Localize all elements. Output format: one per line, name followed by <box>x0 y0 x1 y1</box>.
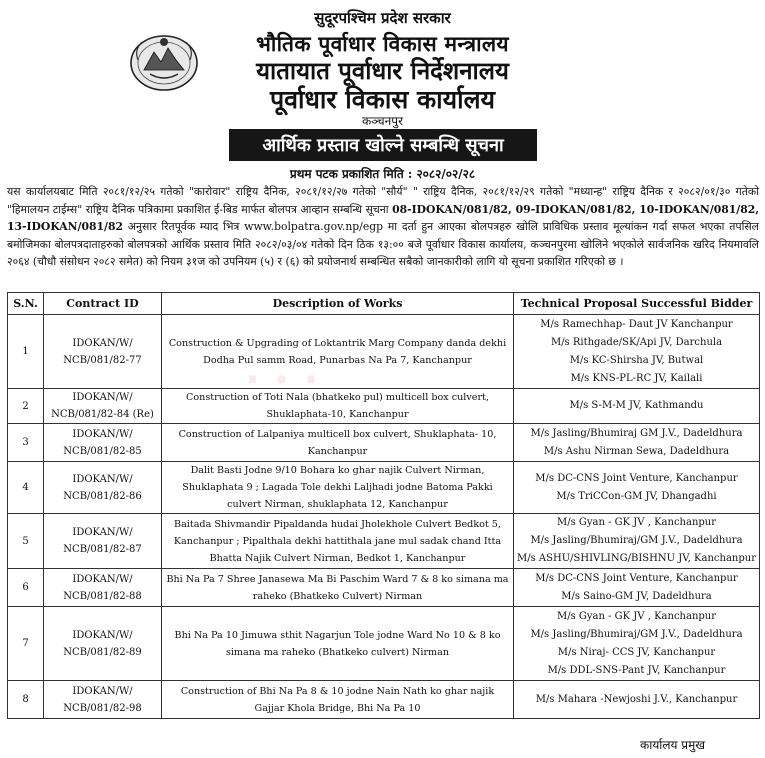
row-description: Construction of Lalpaniya multicell box culvert, Shuklaphata- 10, Kanchanpur <box>162 424 514 462</box>
bidder-name: M/s KC-Shirsha JV, Butwal <box>569 354 704 366</box>
bidder-name: M/s Gyan - GK JV , Kanchanpur <box>556 517 717 528</box>
row-contract-id: IDOKAN/W/ NCB/081/82-89 <box>44 607 162 681</box>
row-contract-id: IDOKAN/W/ NCB/081/82-84 (Re) <box>44 389 162 424</box>
row-bidders <box>514 514 760 569</box>
province-government: सुदूरपश्चिम प्रदेश सरकार <box>314 9 451 27</box>
table-row <box>8 462 760 514</box>
bidder-name: M/s Jasling/Bhumiraj/GM J.V., Dadeldhura <box>530 535 743 546</box>
row-bidders <box>514 681 760 719</box>
office-name: पूर्वाधार विकास कार्यालय <box>269 85 496 114</box>
row-description: Bhi Na Pa 7 Shree Janasewa Ma Bi Paschim Ward 7 & 8 ko simana ma raheko (Bhatkeko Culvert) Nirman <box>162 569 514 607</box>
office-location: कञ्चनपुर <box>361 114 404 128</box>
col-header-bidder: Technical Proposal Successful Bidder <box>514 293 760 315</box>
table-row <box>8 607 760 681</box>
table-header-row <box>8 293 760 315</box>
bidder-table <box>7 292 760 719</box>
bidder-name: M/s Jasling/Bhumiraj/GM J.V., Dadeldhura <box>530 628 743 640</box>
row-contract-id: IDOKAN/W/ NCB/081/82-77 <box>44 315 162 389</box>
table-row <box>8 424 760 462</box>
row-sn: 6 <box>8 569 44 607</box>
col-header-sn: S.N. <box>8 293 44 315</box>
row-bidders <box>514 389 760 424</box>
publish-date: प्रथम पटक प्रकाशित मिति : २०८२/०२/२८ <box>289 167 476 181</box>
bidder-name: M/s Jasling/Bhumiraj GM J.V., Dadeldhura <box>530 427 743 439</box>
col-header-contract-id: Contract ID <box>44 293 162 315</box>
table-row <box>8 569 760 607</box>
ministry-name: भौतिक पूर्वाधार विकास मन्त्रालय <box>256 31 509 56</box>
notice-title-banner: आर्थिक प्रस्ताव खोल्ने सम्बन्धि सूचना <box>229 129 537 161</box>
bidder-name: M/s Mahara -Newjoshi J.V., Kanchanpur <box>535 693 738 705</box>
row-bidders <box>514 315 760 389</box>
directorate-name: यातायात पूर्वाधार निर्देशनालय <box>256 56 509 85</box>
bidder-name: M/s Saino-GM JV, Dadeldhura <box>561 590 712 602</box>
bidder-name: M/s DC-CNS Joint Venture, Kanchanpur <box>535 472 738 484</box>
bidder-name: M/s DC-CNS Joint Venture, Kanchanpur <box>535 572 738 584</box>
row-bidders <box>514 424 760 462</box>
notice-body-part2: अनुसार रितपूर्वक म्याद भित्र www.bolpatra.gov.np/egp मा दर्ता हुन आएका बोलपत्रहरु खोलि प्राविधिक प्रस्ताव मूल्यांकन गर्दा सफल भएका तपसिल बमोजिमका बोलपत्रदाताहरुको बोलपत्रको आर्थिक प्रस्ताव मिति २०८२/०३/०४ गतेको दिन ठिक १३:०० बजे पूर्वाधार विकास कार्यालय, कञ्चनपुरमा खोलिने भएकोले सार्वजनिक खरिद नियमावलि २०६४ (चौधौ संसोधन २०८२ समेत) को नियम ३१ज को उपनियम (५) र (६) को प्रयोजनार्थ सम्बन्धित सबैको जानकारीको लागि यो सूचना प्रकाशित गरिएको छ । <box>7 220 759 269</box>
row-contract-id: IDOKAN/W/ NCB/081/82-87 <box>44 514 162 569</box>
watermark: · · · <box>245 357 319 403</box>
row-sn: 8 <box>8 681 44 719</box>
notice-header <box>0 0 765 128</box>
row-contract-id: IDOKAN/W/ NCB/081/82-98 <box>44 681 162 719</box>
row-sn: 5 <box>8 514 44 569</box>
row-description: Construction of Toti Nala (bhatkeko pul) multicell box culvert, Shuklaphata-10, Kanchanpur <box>162 389 514 424</box>
row-sn: 1 <box>8 315 44 389</box>
bidder-name: M/s Ramechhap- Daut JV Kanchanpur <box>540 318 733 330</box>
row-sn: 3 <box>8 424 44 462</box>
row-sn: 2 <box>8 389 44 424</box>
bidder-name: M/s Niraj- CCS JV, Kanchanpur <box>557 646 716 658</box>
row-description: Construction of Bhi Na Pa 8 & 10 jodne Nain Nath ko ghar najik Gajjar Khola Bridge, Bhi Na Pa 10 <box>162 681 514 719</box>
bidder-name: M/s KNS-PL-RC JV, Kailali <box>570 372 703 384</box>
table-row <box>8 681 760 719</box>
row-description: Dalit Basti Jodne 9/10 Bohara ko ghar najik Culvert Nirman, Shuklaphata 9 ; Lagada Tole dekhi Laljhadi jodne Batoma Pakki culvert Nirman, shuklaphata 12, Kanchanpur <box>162 462 514 514</box>
col-header-description: Description of Works <box>162 293 514 315</box>
row-sn: 7 <box>8 607 44 681</box>
row-description: Bhi Na Pa 10 Jimuwa sthit Nagarjun Tole jodne Ward No 10 & 8 ko simana ma raheko (Bhatkeko culvert) Nirman <box>162 607 514 681</box>
row-description: Construction & Upgrading of Loktantrik Marg Company danda dekhi Dodha Pul samm Road, Punarbas Na Pa 7, Kanchanpur <box>162 315 514 389</box>
row-bidders <box>514 462 760 514</box>
row-bidders <box>514 569 760 607</box>
office-chief-signature: कार्यालय प्रमुख <box>640 738 706 752</box>
bidder-name: M/s Gyan - GK JV , Kanchanpur <box>556 610 717 622</box>
table-row <box>8 389 760 424</box>
row-description: Baitada Shivmandir Pipaldanda hudai Jholekhole Culvert Bedkot 5, Kanchanpur ; Pipalthala dekhi hattithala jane mul sadak chand Itta Bhatta Najik Culvert Nirman, Bedkot 1, Kanchanpur <box>162 514 514 569</box>
bidder-name: M/s Rithgade/SK/Api JV, Darchula <box>550 336 723 348</box>
row-bidders <box>514 607 760 681</box>
notice-body-part1: यस कार्यालयबाट मिति २०८१/१२/२५ गतेको "कारोवार" राष्ट्रिय दैनिक, २०८१/१२/२७ गतेको "सौर्य" " राष्ट्रिय दैनिक, २०८१/१२/२९ गतेको "मध्यान्ह" राष्ट्रिय दैनिक र २०८२/०१/३० गतेको "हिमालयन टाईम्स" राष्ट्रिय दैनिक पत्रिकामा प्रकाशित ई-बिड मार्फत बोलपत्र आव्हान सम्बन्धि सूचना <box>7 185 759 216</box>
bidder-name: M/s ASHU/SHIVLING/BISHNU JV, Kanchanpur <box>517 553 756 564</box>
bidder-name: M/s TriCCon-GM JV, Dhangadhi <box>556 490 717 502</box>
notice-contract-ids: 08-IDOKAN/081/82, 09-IDOKAN/081/82, 10-IDOKAN/081/82, 13-IDOKAN/081/82 <box>7 202 759 234</box>
bidder-name: M/s DDL-SNS-Pant JV, Kanchanpur <box>547 664 726 676</box>
bidder-name: M/s S-M-M JV, Kathmandu <box>569 400 704 411</box>
row-contract-id: IDOKAN/W/ NCB/081/82-86 <box>44 462 162 514</box>
bidder-name: M/s Ashu Nirman Sewa, Dadeldhura <box>543 445 730 457</box>
row-contract-id: IDOKAN/W/ NCB/081/82-85 <box>44 424 162 462</box>
row-contract-id: IDOKAN/W/ NCB/081/82-88 <box>44 569 162 607</box>
notice-body <box>7 183 759 271</box>
row-sn: 4 <box>8 462 44 514</box>
table-row <box>8 315 760 389</box>
table-row <box>8 514 760 569</box>
